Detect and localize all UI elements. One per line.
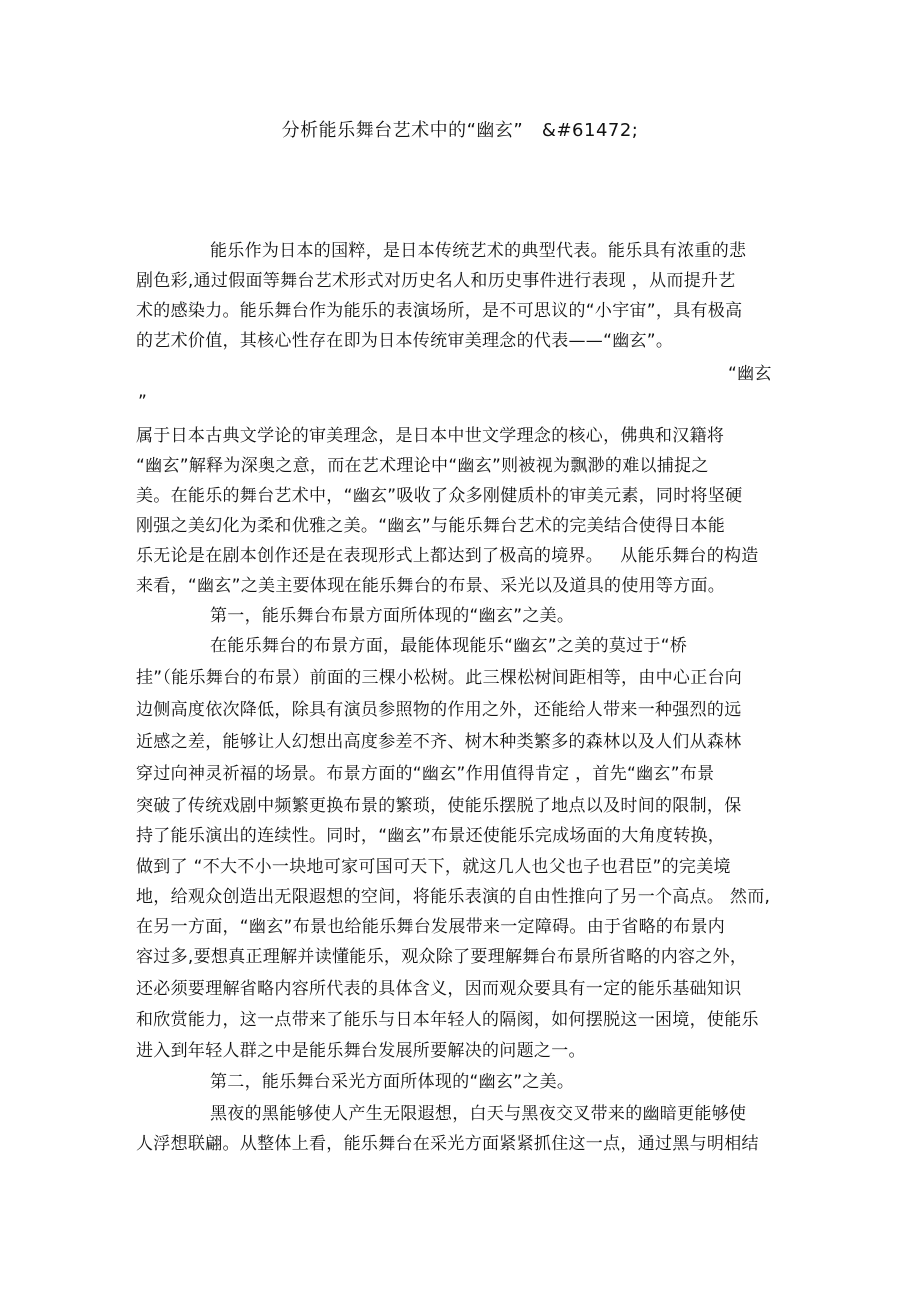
text-line: 人浮想联翩。从整体上看，能乐舞台在采光方面紧紧抓住这一点，通过黑与明相结 <box>136 1134 759 1154</box>
text-line: 突破了传统戏剧中频繁更换布景的繁琐，使能乐摆脱了地点以及时间的限制，保 <box>136 796 742 816</box>
text-line: 黑夜的黑能够使人产生无限遐想，白天与黑夜交叉带来的幽暗更能够使 <box>210 1104 747 1124</box>
section-heading: 第二，能乐舞台采光方面所体现的“幽玄”之美。 <box>210 1072 575 1092</box>
text-line: 术的感染力。能乐舞台作为能乐的表演场所，是不可思议的“小宇宙”，具有极高 <box>136 301 743 321</box>
text-line: 还必须要理解省略内容所代表的具体含义，因而观众要具有一定的能乐基础知识 <box>136 979 742 999</box>
text-line: 边侧高度依次降低，除具有演员参照物的作用之外，还能给人带来一种强烈的远 <box>136 700 742 720</box>
section-heading: 第一，能乐舞台布景方面所体现的“幽玄”之美。 <box>210 606 575 626</box>
text-line: 近感之差，能够让人幻想出高度参差不齐、树木种类繁多的森林以及人们从森林 <box>136 732 742 752</box>
text-line: 剧色彩,通过假面等舞台艺术形式对历史名人和历史事件进行表现 ，从而提升艺 <box>136 271 736 291</box>
text-line: 穿过向神灵祈福的场景。布景方面的“幽玄”作用值得肯定 ，首先“幽玄”布景 <box>136 764 715 784</box>
document-title: 分析能乐舞台艺术中的“幽玄” &#61472; <box>281 120 639 141</box>
text-line: 和欣赏能力，这一点带来了能乐与日本年轻人的隔阂，如何摆脱这一困境，使能乐 <box>136 1010 759 1030</box>
text-line: 容过多,要想真正理解并读懂能乐，观众除了要理解舞台布景所省略的内容之外， <box>136 947 748 967</box>
text-line: 地，给观众创造出无限遐想的空间，将能乐表演的自由性推向了另一个高点。 然而, <box>136 887 771 907</box>
text-line: 刚强之美幻化为柔和优雅之美。“幽玄”与能乐舞台艺术的完美结合使得日本能 <box>136 516 726 536</box>
text-line: 美。在能乐的舞台艺术中，“幽玄”吸收了众多刚健质朴的审美元素，同时将坚硬 <box>136 486 743 506</box>
text-line: 的艺术价值，其核心性存在即为日本传统审美理念的代表——“幽玄”。 <box>136 331 674 351</box>
text-line: 来看，“幽玄”之美主要体现在能乐舞台的布景、采光以及道具的使用等方面。 <box>136 576 726 596</box>
text-line: 持了能乐演出的连续性。同时，“幽玄”布景还使能乐完成场面的大角度转换， <box>136 826 726 846</box>
text-line: 能乐作为日本的国粹，是日本传统艺术的典型代表。能乐具有浓重的悲 <box>210 241 747 261</box>
text-line: 在另一方面，“幽玄”布景也给能乐舞台发展带来一定障碍。由于省略的布景内 <box>136 917 726 937</box>
text-line: “幽玄”解释为深奥之意，而在艺术理论中“幽玄”则被视为飘渺的难以捕捉之 <box>136 456 709 476</box>
text-line: ” <box>138 392 148 412</box>
text-line: 挂”（能乐舞台的布景）前面的三棵小松树。此三棵松树间距相等，由中心正台向 <box>136 668 743 688</box>
text-line: 在能乐舞台的布景方面，最能体现能乐“幽玄”之美的莫过于“桥 <box>210 636 688 656</box>
text-line: 属于日本古典文学论的审美理念，是日本中世文学理念的核心，佛典和汉籍将 <box>136 426 725 446</box>
text-line: 进入到年轻人群之中是能乐舞台发展所要解决的问题之一。 <box>136 1041 586 1061</box>
text-line: 乐无论是在剧本创作还是在表现形式上都达到了极高的境界。 从能乐舞台的构造 <box>136 546 759 566</box>
text-line: “幽玄 <box>728 364 772 384</box>
text-line: 做到了 “不大不小一块地可家可国可天下，就这几人也父也子也君臣”的完美境 <box>136 857 731 877</box>
